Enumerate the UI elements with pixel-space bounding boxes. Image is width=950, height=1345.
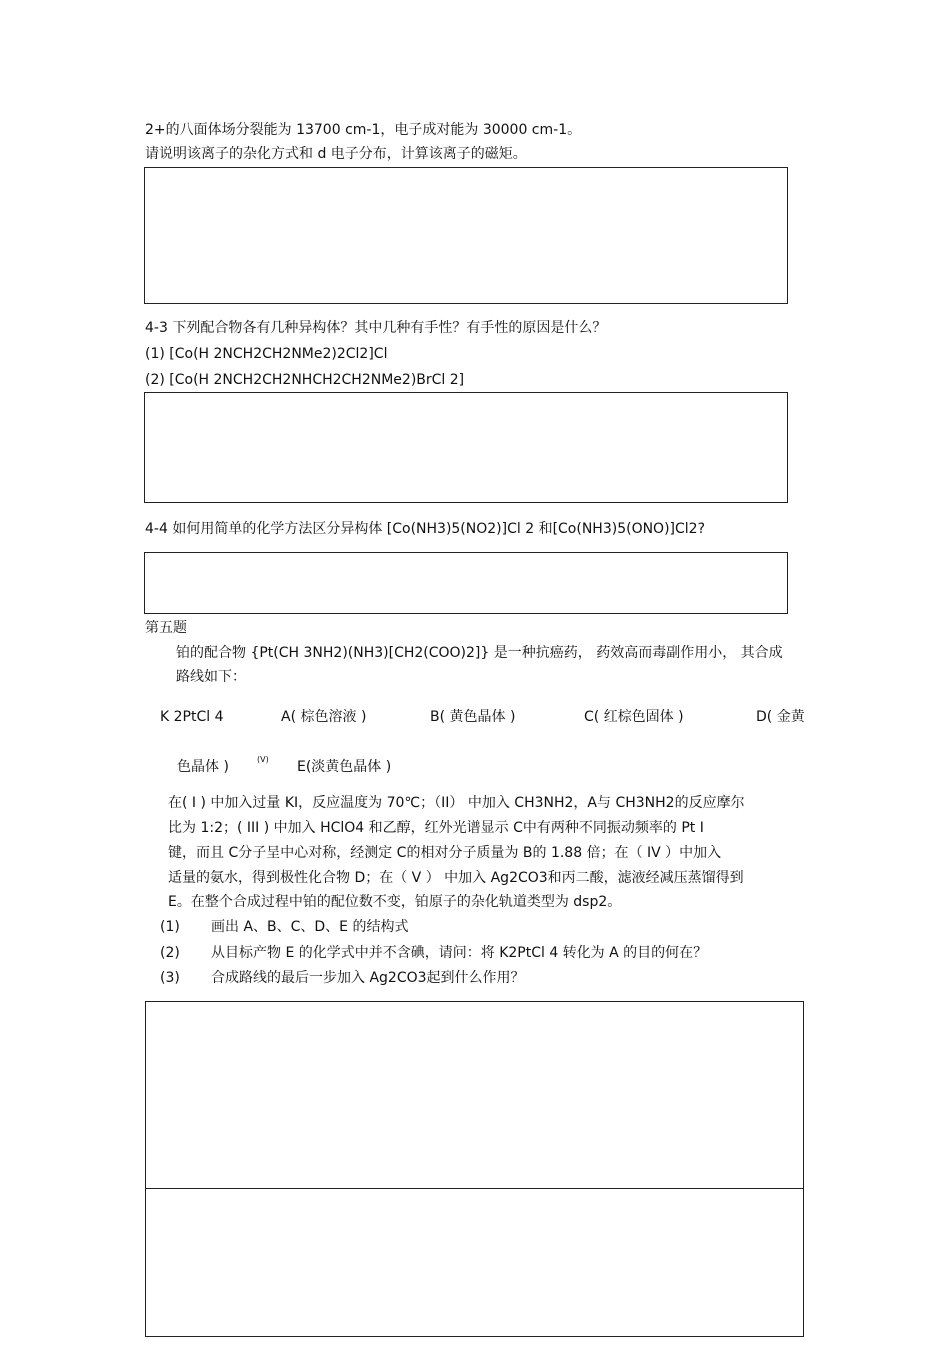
route-e: E(淡黄色晶体 ) xyxy=(297,759,392,775)
q4-2-line-2: 请说明该离子的杂化方式和 d 电子分布，计算该离子的磁矩。 xyxy=(145,146,527,162)
q5-sub-2-text: 从目标产物 E 的化学式中并不含碘，请问：将 K2PtCl 4 转化为 A 的目的何在？ xyxy=(211,945,708,961)
q5-intro-line-2: 路线如下： xyxy=(176,669,246,685)
route-k2ptcl4: K 2PtCl 4 xyxy=(160,709,224,725)
q5-desc-line-1: 在( I ) 中加入过量 KI，反应温度为 70℃；（II） 中加入 CH3NH2，A与 CH3NH2的反应摩尔 xyxy=(168,795,745,811)
q5-desc-line-4: 适量的氨水，得到极性化合物 D；在（ V ） 中加入 Ag2CO3和丙二酸，滤液经减压蒸馏得到 xyxy=(168,870,744,886)
route-d-part-1: D( 金黄 xyxy=(756,709,805,725)
route-step-5-label: (V) xyxy=(257,755,269,764)
q5-desc-line-5: E。在整个合成过程中铂的配位数不变，铂原子的杂化轨道类型为 dsp2。 xyxy=(168,894,622,910)
q5-heading: 第五题 xyxy=(145,620,187,636)
route-c: C( 红棕色固体 ) xyxy=(584,709,684,725)
q5-sub-1-text: 画出 A、B、C、D、E 的结构式 xyxy=(211,919,409,935)
route-b: B( 黄色晶体 ) xyxy=(430,709,516,725)
answer-box-5-upper[interactable] xyxy=(145,1001,804,1189)
q4-2-line-1: 2+的八面体场分裂能为 13700 cm-1，电子成对能为 30000 cm-1。 xyxy=(145,122,582,138)
answer-box-5-lower[interactable] xyxy=(145,1188,804,1337)
route-a: A( 棕色溶液 ) xyxy=(281,709,367,725)
q5-sub-1-number: (1) xyxy=(160,919,180,935)
route-d-part-2: 色晶体 ) xyxy=(177,759,229,775)
q4-4-title: 4-4 如何用简单的化学方法区分异构体 [Co(NH3)5(NO2)]Cl 2 和[Co(NH3)5(ONO)]Cl2? xyxy=(145,521,706,537)
q5-sub-3-text: 合成路线的最后一步加入 Ag2CO3起到什么作用？ xyxy=(211,970,525,986)
q4-3-item-1: (1) [Co(H 2NCH2CH2NMe2)2Cl2]Cl xyxy=(145,346,388,362)
answer-box-4-2[interactable] xyxy=(144,167,788,304)
answer-box-4-3[interactable] xyxy=(144,392,788,503)
q4-3-item-2: (2) [Co(H 2NCH2CH2NHCH2CH2NMe2)BrCl 2] xyxy=(145,372,465,388)
q5-sub-3-number: (3) xyxy=(160,970,180,986)
q4-3-title: 4-3 下列配合物各有几种异构体？其中几种有手性？有手性的原因是什么？ xyxy=(145,320,607,336)
q5-sub-2-number: (2) xyxy=(160,945,180,961)
q5-desc-line-3: 键，而且 C分子呈中心对称，经测定 C的相对分子质量为 B的 1.88 倍；在（ IV ）中加入 xyxy=(168,845,722,861)
q5-desc-line-2: 比为 1:2；( III ) 中加入 HClO4 和乙醇，红外光谱显示 C中有两种不同振动频率的 Pt I xyxy=(168,820,704,836)
q5-intro-line-1: 铂的配合物 {Pt(CH 3NH2)(NH3)[CH2(COO)2]} 是一种抗癌药， 药效高而毒副作用小， 其合成 xyxy=(176,645,783,661)
answer-box-4-4[interactable] xyxy=(144,552,788,614)
